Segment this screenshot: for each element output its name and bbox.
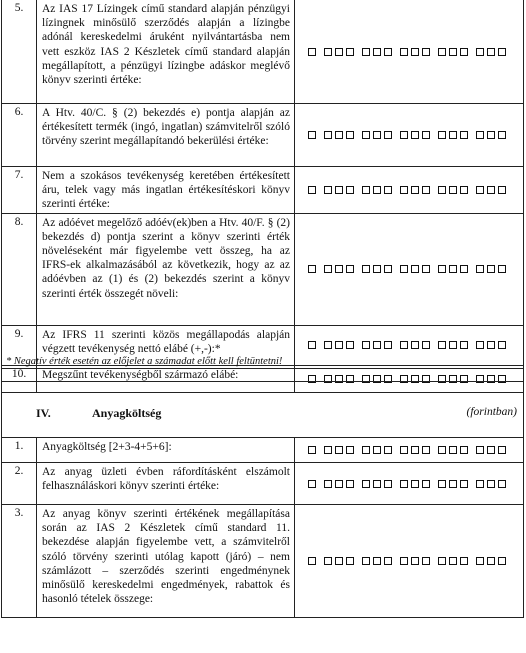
digit-box[interactable] (362, 341, 370, 349)
digit-box[interactable] (411, 48, 419, 56)
digit-box[interactable] (476, 446, 484, 454)
digit-box[interactable] (346, 186, 354, 194)
digit-box[interactable] (460, 48, 468, 56)
digit-group (324, 557, 354, 565)
digit-group (438, 186, 468, 194)
digit-group (324, 341, 354, 349)
digit-box[interactable] (400, 48, 408, 56)
digit-group (476, 265, 506, 273)
digit-box[interactable] (476, 265, 484, 273)
digit-box[interactable] (487, 265, 495, 273)
digit-box[interactable] (449, 186, 457, 194)
digit-box[interactable] (498, 557, 506, 565)
digit-box[interactable] (308, 48, 316, 56)
digit-group (308, 265, 316, 273)
digit-box[interactable] (422, 446, 430, 454)
digit-box[interactable] (346, 480, 354, 488)
digit-box[interactable] (373, 265, 381, 273)
row-label: Az IAS 17 Lízingek című standard alapján pénzügyi lízingnek minősülő szerződés alapján a lízingbe adónál kereskedelmi áruként nyilvántartásba nem vett eszköz IAS 2 Készletek című standard alapján megállapított, a pénzügyi lízingbe adáskor meglévő könyv szerinti értéke: (37, 0, 295, 104)
digit-group (438, 480, 468, 488)
digit-box[interactable] (476, 480, 484, 488)
row-label: Anyagköltség [2+3-4+5+6]: (37, 438, 295, 463)
digit-box[interactable] (487, 48, 495, 56)
digit-box[interactable] (324, 557, 332, 565)
digit-group (308, 186, 316, 194)
digit-box[interactable] (384, 557, 392, 565)
digit-box[interactable] (373, 48, 381, 56)
digit-box[interactable] (498, 186, 506, 194)
digit-box[interactable] (476, 48, 484, 56)
amount-field[interactable] (295, 463, 524, 505)
digit-box[interactable] (422, 341, 430, 349)
digit-box[interactable] (362, 265, 370, 273)
digit-box[interactable] (476, 557, 484, 565)
digit-group (362, 186, 392, 194)
digit-group (438, 48, 468, 56)
digit-box[interactable] (422, 265, 430, 273)
section-title: Anyagköltség (92, 406, 162, 420)
digit-box[interactable] (498, 480, 506, 488)
digit-box[interactable] (422, 131, 430, 139)
digit-box[interactable] (362, 186, 370, 194)
section-header (1, 381, 524, 437)
row-number: 10. (2, 365, 37, 392)
digit-box[interactable] (476, 186, 484, 194)
digit-box[interactable] (487, 131, 495, 139)
row-label: Nem a szokásos tevékenység keretében értékesített áru, telek vagy más ingatlan értékesítéskori könyv szerinti értéke: (37, 167, 295, 214)
digit-group (476, 48, 506, 56)
digit-group (438, 341, 468, 349)
digit-box[interactable] (335, 186, 343, 194)
digit-group (362, 341, 392, 349)
digit-box[interactable] (487, 480, 495, 488)
digit-box[interactable] (384, 48, 392, 56)
digit-box[interactable] (449, 48, 457, 56)
digit-group (362, 48, 392, 56)
amount-field[interactable] (295, 505, 524, 618)
digit-box[interactable] (308, 446, 316, 454)
row-number: 2. (2, 463, 37, 505)
digit-box[interactable] (460, 341, 468, 349)
digit-box[interactable] (384, 341, 392, 349)
digit-group (400, 557, 430, 565)
digit-box[interactable] (324, 265, 332, 273)
digit-box[interactable] (487, 186, 495, 194)
row-label: Az anyag üzleti évben ráfordításként elszámolt felhasználáskori könyv szerinti értéke: (37, 463, 295, 505)
digit-box[interactable] (400, 480, 408, 488)
digit-box[interactable] (438, 480, 446, 488)
digit-box[interactable] (438, 557, 446, 565)
digit-box[interactable] (335, 265, 343, 273)
row-label: Megszűnt tevékenységből származó elábé: (37, 365, 295, 392)
digit-box[interactable] (362, 480, 370, 488)
digit-box[interactable] (324, 341, 332, 349)
digit-box[interactable] (308, 265, 316, 273)
digit-group (324, 265, 354, 273)
digit-group (400, 131, 430, 139)
digit-group (476, 446, 506, 454)
table-row (2, 0, 524, 104)
digit-box[interactable] (346, 48, 354, 56)
digit-box[interactable] (335, 48, 343, 56)
digit-box[interactable] (400, 341, 408, 349)
digit-group (476, 341, 506, 349)
digit-box[interactable] (498, 341, 506, 349)
digit-box[interactable] (487, 446, 495, 454)
anyagkoltseg-table (1, 437, 524, 618)
digit-group (400, 186, 430, 194)
digit-box[interactable] (460, 265, 468, 273)
digit-box[interactable] (362, 131, 370, 139)
digit-group (400, 341, 430, 349)
digit-box[interactable] (324, 480, 332, 488)
digit-box[interactable] (308, 480, 316, 488)
digit-box[interactable] (346, 446, 354, 454)
row-number: 5. (2, 0, 37, 104)
digit-box[interactable] (346, 131, 354, 139)
digit-box[interactable] (324, 446, 332, 454)
digit-group (476, 557, 506, 565)
digit-box[interactable] (384, 265, 392, 273)
digit-box[interactable] (460, 557, 468, 565)
digit-box[interactable] (373, 446, 381, 454)
row-label: A Htv. 40/C. § (2) bekezdés e) pontja alapján az értékesített termék (ingó, ingatlan) számvitelről szóló törvény szerint megállapítandó bekerülési értéke: (37, 104, 295, 167)
digit-group (362, 557, 392, 565)
digit-box[interactable] (384, 480, 392, 488)
row-number: 1. (2, 438, 37, 463)
digit-box[interactable] (411, 341, 419, 349)
digit-box[interactable] (346, 341, 354, 349)
digit-group (400, 446, 430, 454)
digit-box[interactable] (460, 446, 468, 454)
digit-box[interactable] (346, 557, 354, 565)
table-row (2, 213, 524, 325)
digit-box[interactable] (476, 131, 484, 139)
amount-field[interactable] (295, 0, 524, 104)
digit-box[interactable] (324, 186, 332, 194)
table-row (2, 505, 524, 618)
digit-group (362, 131, 392, 139)
digit-box[interactable] (498, 131, 506, 139)
digit-group (308, 446, 316, 454)
digit-box[interactable] (487, 341, 495, 349)
digit-box[interactable] (460, 131, 468, 139)
digit-box[interactable] (362, 557, 370, 565)
digit-box[interactable] (335, 557, 343, 565)
digit-box[interactable] (400, 131, 408, 139)
digit-group (324, 186, 354, 194)
digit-group (324, 131, 354, 139)
digit-box[interactable] (308, 131, 316, 139)
digit-group (308, 557, 316, 565)
digit-box[interactable] (438, 186, 446, 194)
digit-box[interactable] (411, 480, 419, 488)
digit-box[interactable] (400, 557, 408, 565)
digit-box[interactable] (324, 48, 332, 56)
digit-box[interactable] (438, 446, 446, 454)
digit-box[interactable] (346, 265, 354, 273)
row-number: 9. (2, 325, 37, 365)
top-form-table (1, 0, 524, 393)
digit-box[interactable] (411, 186, 419, 194)
digit-box[interactable] (373, 131, 381, 139)
digit-group (476, 480, 506, 488)
digit-group (400, 480, 430, 488)
digit-group (438, 557, 468, 565)
digit-box[interactable] (308, 186, 316, 194)
digit-box[interactable] (438, 48, 446, 56)
digit-group (308, 131, 316, 139)
digit-box[interactable] (373, 557, 381, 565)
row-label: Az adóévet megelőző adóév(ek)ben a Htv. 40/F. § (2) bekezdés d) pontja szerint a könyv szerinti érték növeléseként már figyelembe vett összeg, ha az IFRS-ek alkalmazásából az következik, hogy az az adóévben az (1) és (2) bekezdés szerint a könyv szerinti érték összegét növeli: (37, 213, 295, 325)
digit-box[interactable] (411, 557, 419, 565)
digit-box[interactable] (422, 480, 430, 488)
digit-group (476, 131, 506, 139)
section-number: IV. (36, 406, 51, 420)
digit-group (400, 48, 430, 56)
digit-group (362, 480, 392, 488)
digit-box[interactable] (400, 265, 408, 273)
digit-group (438, 265, 468, 273)
digit-box[interactable] (460, 186, 468, 194)
digit-box[interactable] (449, 265, 457, 273)
digit-box[interactable] (449, 480, 457, 488)
digit-box[interactable] (411, 446, 419, 454)
row-label: Az IFRS 11 szerinti közös megállapodás alapján végzett tevékenység nettó elábé (+,-):* (37, 325, 295, 365)
digit-box[interactable] (498, 48, 506, 56)
digit-box[interactable] (476, 341, 484, 349)
row-number: 7. (2, 167, 37, 214)
digit-box[interactable] (308, 341, 316, 349)
digit-box[interactable] (449, 131, 457, 139)
digit-box[interactable] (308, 557, 316, 565)
digit-box[interactable] (400, 446, 408, 454)
digit-group (362, 265, 392, 273)
digit-box[interactable] (449, 341, 457, 349)
digit-box[interactable] (335, 480, 343, 488)
digit-box[interactable] (449, 557, 457, 565)
table-row (2, 167, 524, 214)
digit-box[interactable] (460, 480, 468, 488)
digit-box[interactable] (373, 186, 381, 194)
digit-box[interactable] (335, 131, 343, 139)
digit-box[interactable] (373, 341, 381, 349)
digit-group (400, 265, 430, 273)
table-row (2, 463, 524, 505)
digit-group (324, 446, 354, 454)
digit-box[interactable] (438, 265, 446, 273)
row-number: 3. (2, 505, 37, 618)
digit-group (324, 480, 354, 488)
digit-box[interactable] (400, 186, 408, 194)
row-number: 6. (2, 104, 37, 167)
digit-box[interactable] (335, 341, 343, 349)
row-label: Az anyag könyv szerinti értékének megállapítása során az IAS 2 Készletek című standard 11. bekezdése alapján figyelembe vett, a számvitelről szóló törvény szerinti utólag kapott (járó) – nem számlázott – szerződés szerinti engedménynek minősülő kereskedelmi engedmények, rabattok és hasonló tételek összege: (37, 505, 295, 618)
section-unit: (forintban) (466, 406, 517, 418)
digit-box[interactable] (422, 48, 430, 56)
digit-box[interactable] (487, 557, 495, 565)
digit-box[interactable] (449, 446, 457, 454)
digit-box[interactable] (384, 446, 392, 454)
digit-box[interactable] (411, 265, 419, 273)
digit-box[interactable] (362, 48, 370, 56)
digit-box[interactable] (411, 131, 419, 139)
amount-field[interactable] (295, 104, 524, 167)
digit-box[interactable] (324, 131, 332, 139)
digit-group (308, 480, 316, 488)
digit-group (438, 446, 468, 454)
table-row (2, 438, 524, 463)
digit-box[interactable] (373, 480, 381, 488)
digit-box[interactable] (384, 186, 392, 194)
digit-group (438, 131, 468, 139)
table-row (2, 104, 524, 167)
digit-group (476, 186, 506, 194)
digit-box[interactable] (498, 265, 506, 273)
digit-group (308, 48, 316, 56)
digit-box[interactable] (422, 557, 430, 565)
amount-field[interactable] (295, 213, 524, 325)
digit-box[interactable] (362, 446, 370, 454)
amount-field[interactable] (295, 438, 524, 463)
footnote: * Negatív érték esetén az előjelet a számadat előtt kell feltüntetni! (1, 355, 524, 369)
digit-box[interactable] (384, 131, 392, 139)
digit-group (308, 341, 316, 349)
digit-box[interactable] (335, 446, 343, 454)
digit-box[interactable] (498, 446, 506, 454)
digit-box[interactable] (438, 341, 446, 349)
amount-field[interactable] (295, 167, 524, 214)
digit-group (324, 48, 354, 56)
digit-box[interactable] (422, 186, 430, 194)
digit-group (362, 446, 392, 454)
digit-box[interactable] (438, 131, 446, 139)
row-number: 8. (2, 213, 37, 325)
